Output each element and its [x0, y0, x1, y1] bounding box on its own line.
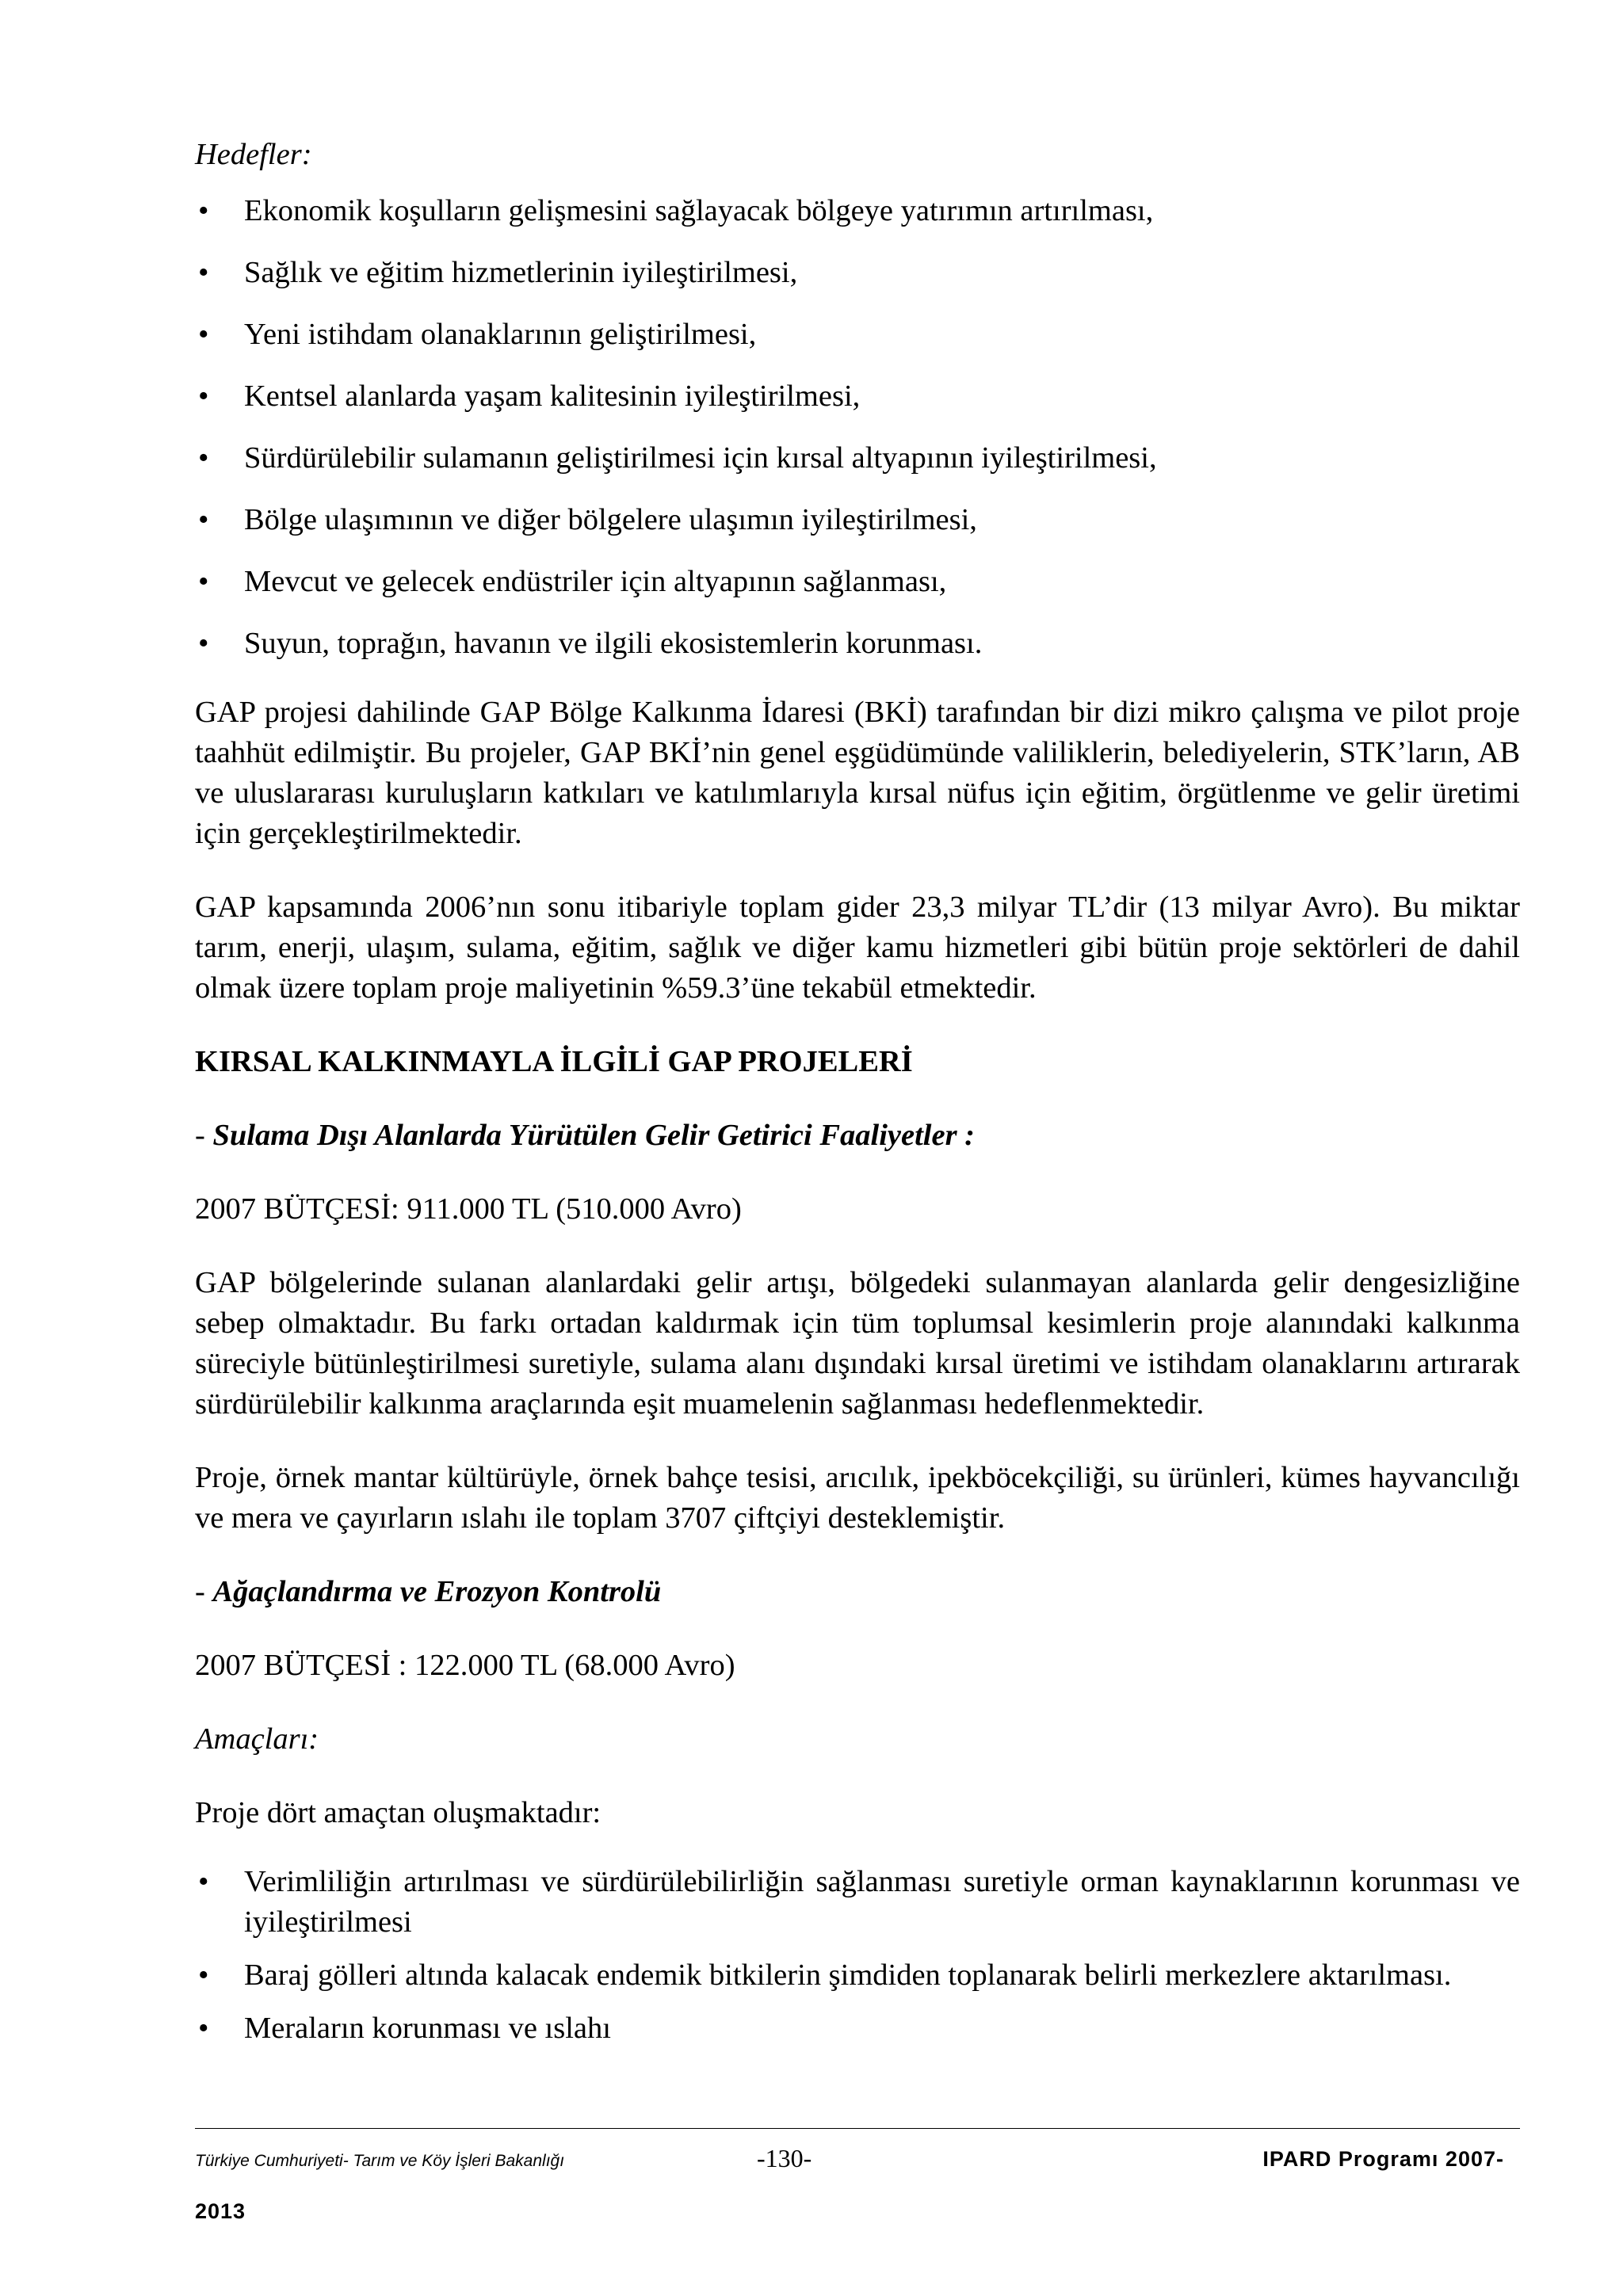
paragraph-gap-expenditure: GAP kapsamında 2006’nın sonu itibariyle toplam gider 23,3 milyar TL’dir (13 milyar Avro). Bu miktar tarım, enerji, ulaşım, sulama, eğitim, sağlık ve diğer kamu hizmetleri gibi bütün proje sektörleri de dahil olmak üzere toplam proje maliyetinin %59.3’üne tekabül etmektedir.: [195, 891, 1520, 1005]
budget-line-forestation: 2007 BÜTÇESİ : 122.000 TL (68.000 Avro): [195, 1649, 735, 1682]
amaclar-heading: Amaçları:: [195, 1722, 319, 1756]
list-item: • Kentsel alanlarda yaşam kalitesinin iyileştirilmesi,: [195, 376, 1520, 417]
subsection-title-text: Sulama Dışı Alanlarda Yürütülen Gelir Getirici Faaliyetler :: [212, 1119, 975, 1152]
list-item: • Suyun, toprağın, havanın ve ilgili ekosistemlerin korunması.: [195, 624, 1520, 664]
paragraph-gap-micro-projects: GAP projesi dahilinde GAP Bölge Kalkınma İdaresi (BKİ) tarafından bir dizi mikro çalışma ve pilot proje taahhüt edilmiştir. Bu projeler, GAP BKİ’nin genel eşgüdümünde valiliklerin, belediyelerin, STK’ların, AB ve uluslararası kuruluşların katkıları ve katılımlarıyla kırsal nüfus için eğitim, örgütlenme ve gelir üretimi için gerçekleştirilmektedir.: [195, 696, 1520, 850]
footer-ministry: Türkiye Cumhuriyeti- Tarım ve Köy İşleri Bakanlığı: [195, 2152, 565, 2170]
footer-year: 2013: [195, 2199, 246, 2223]
list-item: • Ekonomik koşulların gelişmesini sağlayacak bölgeye yatırımın artırılması,: [195, 191, 1520, 231]
subsection-prefix: -: [195, 1119, 213, 1152]
paragraph-project-intro: Proje dört amaçtan oluşmaktadır:: [195, 1796, 601, 1829]
list-item: • Sağlık ve eğitim hizmetlerinin iyileştirilmesi,: [195, 253, 1520, 293]
section-title: KIRSAL KALKINMAYLA İLGİLİ GAP PROJELERİ: [195, 1045, 913, 1078]
list-item: • Meraların korunması ve ıslahı: [195, 2008, 1520, 2049]
hedefler-list: [195, 191, 1520, 664]
footer-program: IPARD Programı 2007-: [1262, 2147, 1504, 2171]
document-body: [195, 135, 1520, 2061]
list-item: • Mevcut ve gelecek endüstriler için altyapının sağlanması,: [195, 562, 1520, 602]
hedefler-heading: Hedefler:: [195, 138, 312, 171]
list-item: • Bölge ulaşımının ve diğer bölgelere ulaşımın iyileştirilmesi,: [195, 500, 1520, 540]
subsection-prefix: -: [195, 1575, 213, 1608]
paragraph-project-support: Proje, örnek mantar kültürüyle, örnek bahçe tesisi, arıcılık, ipekböcekçiliği, su ürünleri, kümes hayvancılığı ve mera ve çayırların ıslahı ile toplam 3707 çiftçiyi desteklemiştir.: [195, 1461, 1520, 1535]
subsection-title-income: [195, 1116, 1520, 1156]
subsection-title-text: Ağaçlandırma ve Erozyon Kontrolü: [212, 1575, 662, 1608]
list-item: • Sürdürülebilir sulamanın geliştirilmesi için kırsal altyapının iyileştirilmesi,: [195, 438, 1520, 479]
list-item: • Verimliliğin artırılması ve sürdürülebilirliğin sağlanması suretiyle orman kaynaklarının korunması ve iyileştirilmesi: [195, 1862, 1520, 1943]
page-number: -130-: [757, 2144, 812, 2172]
paragraph-income-gap: GAP bölgelerinde sulanan alanlardaki gelir artışı, bölgedeki sulanmayan alanlarda gelir dengesizliğine sebep olmaktadır. Bu farkı ortadan kaldırmak için tüm toplumsal kesimlerin proje alanındaki kalkınma süreciyle bütünleştirilmesi suretiyle, sulama alanı dışındaki kırsal üretimi ve istihdam olanaklarını artırarak sürdürülebilir kalkınma araçlarında eşit muamelenin sağlanması hedeflenmektedir.: [195, 1266, 1520, 1421]
budget-line-income: 2007 BÜTÇESİ: 911.000 TL (510.000 Avro): [195, 1192, 742, 1226]
subsection-title-forestation: [195, 1572, 1520, 1612]
amaclar-list: [195, 1862, 1520, 2049]
footer-divider: [195, 2128, 1520, 2129]
list-item: • Yeni istihdam olanaklarının geliştirilmesi,: [195, 315, 1520, 355]
list-item: • Baraj gölleri altında kalacak endemik bitkilerin şimdiden toplanarak belirli merkezlere aktarılması.: [195, 1955, 1520, 1996]
